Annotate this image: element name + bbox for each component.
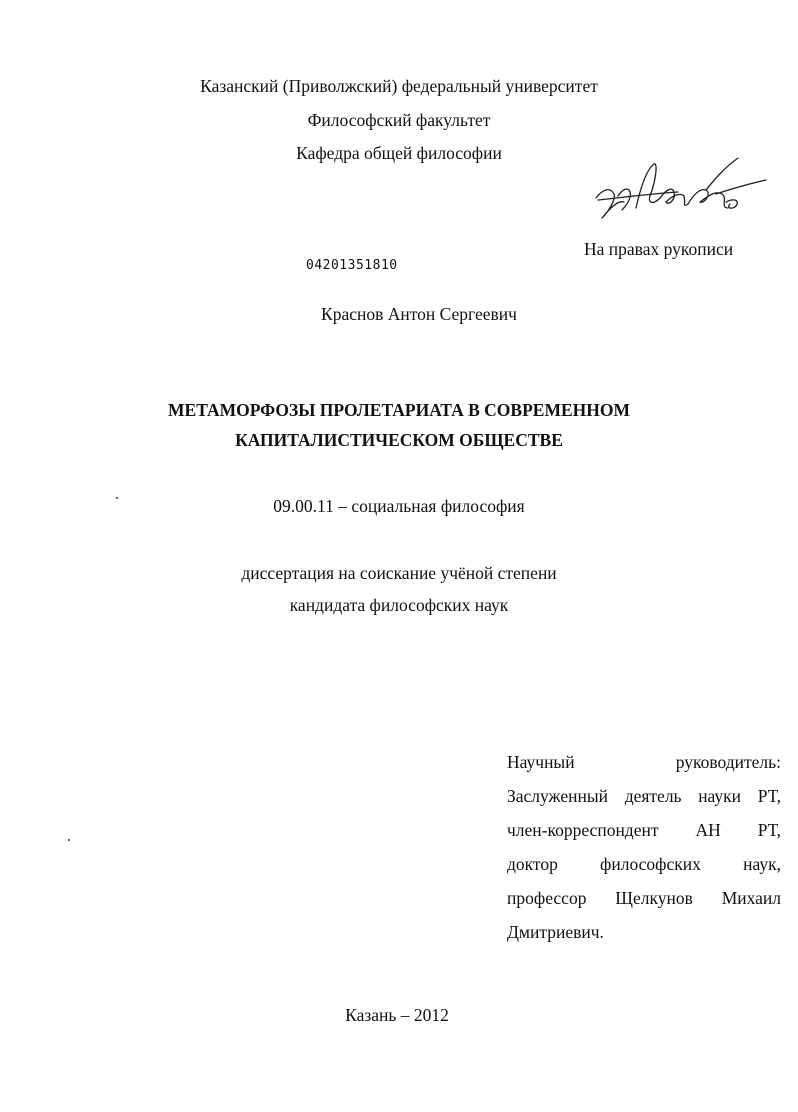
degree-line-1: диссертация на соискание учёной степени xyxy=(241,563,557,583)
university-name: Казанский (Приволжский) федеральный университет xyxy=(200,76,598,96)
supervisor-word: АН xyxy=(695,820,721,840)
supervisor-word: философских xyxy=(600,854,701,874)
supervisor-word: деятель xyxy=(624,786,682,806)
supervisor-word: Щелкунов xyxy=(615,888,693,908)
supervisor-word: профессор xyxy=(507,888,587,908)
supervisor-word: член-корреспондент xyxy=(507,820,659,840)
supervisor-word: РТ, xyxy=(757,820,781,840)
supervisor-word: Дмитриевич. xyxy=(507,922,604,942)
degree-line-2: кандидата философских наук xyxy=(289,595,509,615)
supervisor-row xyxy=(507,779,781,813)
supervisor-row xyxy=(507,881,781,915)
specialty-code: 09.00.11 – социальная философия xyxy=(273,496,525,516)
supervisor-word: Заслуженный xyxy=(507,786,609,806)
scan-speck xyxy=(116,497,118,499)
supervisor-row xyxy=(507,745,781,779)
thesis-title-line-2: КАПИТАЛИСТИЧЕСКОМ ОБЩЕСТВЕ xyxy=(235,430,563,450)
supervisor-row xyxy=(507,847,781,881)
department-name: Кафедра общей философии xyxy=(296,143,502,163)
city-year: Казань – 2012 xyxy=(345,1005,449,1025)
signature-image xyxy=(588,150,768,230)
supervisor-word: науки xyxy=(698,786,742,806)
author-name: Краснов Антон Сергеевич xyxy=(321,304,517,324)
supervisor-word: руководитель: xyxy=(675,752,781,772)
supervisor-row xyxy=(507,915,781,949)
supervisor-word: Михаил xyxy=(721,888,781,908)
supervisor-word: РТ, xyxy=(757,786,781,806)
supervisor-word: доктор xyxy=(507,854,558,874)
supervisor-word: Научный xyxy=(507,752,575,772)
supervisor-block xyxy=(507,745,781,949)
scan-speck xyxy=(68,839,70,841)
manuscript-note: На правах рукописи xyxy=(584,239,734,259)
thesis-title-line-1: МЕТАМОРФОЗЫ ПРОЛЕТАРИАТА В СОВРЕМЕННОМ xyxy=(168,400,630,420)
faculty-name: Философский факультет xyxy=(307,110,491,130)
registration-number: 04201351810 xyxy=(306,258,398,273)
supervisor-row xyxy=(507,813,781,847)
supervisor-word: наук, xyxy=(743,854,781,874)
